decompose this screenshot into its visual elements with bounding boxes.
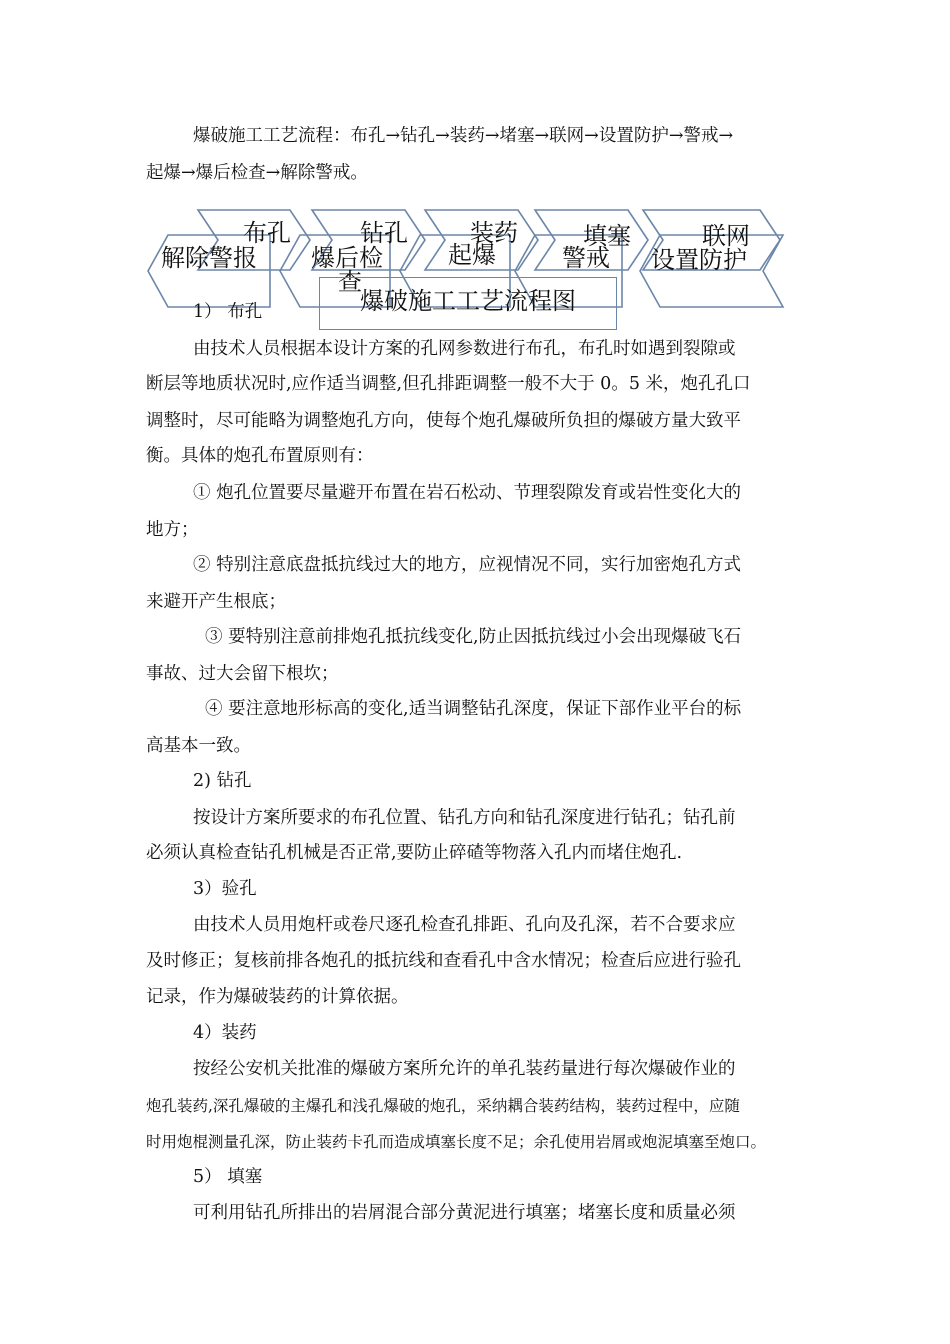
- s4-paragraph-line: 时用炮棍测量孔深，防止装药卡孔而造成填塞长度不足；余孔使用岩屑或炮泥填塞至炮口。: [146, 1133, 767, 1151]
- flow-label-zuankong: 钻孔: [360, 219, 408, 247]
- principle-item-3: ③ 要特别注意前排炮孔抵抗线变化,防止因抵抗线过小会出现爆破飞石: [205, 627, 742, 647]
- s3-paragraph-line: 及时修正；复核前排各炮孔的抵抗线和查看孔中含水情况；检查后应进行验孔: [146, 951, 741, 971]
- flowchart-caption: 爆破施工工艺流程图: [360, 287, 576, 315]
- section-5-heading: 5） 填塞: [193, 1167, 263, 1187]
- s3-paragraph-line: 由技术人员用炮杆或卷尺逐孔检查孔排距、孔向及孔深，若不合要求应: [193, 915, 736, 935]
- flow-label-bukong: 布孔: [243, 219, 291, 247]
- principle-item-3-cont: 事故、过大会留下根坎；: [146, 664, 339, 684]
- intro-line-2: 起爆→爆后检查→解除警戒。: [146, 163, 368, 183]
- s4-paragraph-line: 按经公安机关批准的爆破方案所允许的单孔装药量进行每次爆破作业的: [193, 1059, 736, 1079]
- s2-paragraph-line: 按设计方案所要求的布孔位置、钻孔方向和钻孔深度进行钻孔；钻孔前: [193, 808, 736, 828]
- s5-paragraph-line: 可利用钻孔所排出的岩屑混合部分黄泥进行填塞；堵塞长度和质量必须: [193, 1203, 736, 1223]
- s4-paragraph-line: 炮孔装药,深孔爆破的主爆孔和浅孔爆破的炮孔，采纳耦合装药结构，装药过程中，应随: [146, 1097, 740, 1115]
- flow-label-shezhi-fanghu: 设置防护: [651, 246, 747, 274]
- principle-item-1-cont: 地方；: [146, 520, 199, 540]
- flow-label-zhuangyao: 装药: [470, 219, 518, 247]
- section-2-heading: 2) 钻孔: [193, 771, 252, 791]
- section-4-heading: 4）装药: [193, 1023, 257, 1043]
- section-3-heading: 3）验孔: [193, 879, 257, 899]
- principle-item-2: ② 特别注意底盘抵抗线过大的地方，应视情况不同，实行加密炮孔方式: [193, 555, 742, 575]
- flow-label-baohou-jian: 爆后检: [311, 244, 383, 272]
- s2-paragraph-line: 必须认真检查钻孔机械是否正常,要防止碎碴等物落入孔内而堵住炮孔.: [146, 843, 683, 863]
- flowchart-caption-box: [319, 277, 617, 330]
- flow-label-overflow: 查: [338, 268, 362, 296]
- flow-label-qibao: 起爆: [448, 241, 496, 269]
- s3-paragraph-line: 记录，作为爆破装药的计算依据。: [146, 987, 409, 1007]
- intro-line-1: 爆破施工工艺流程：布孔→钻孔→装药→堵塞→联网→设置防护→警戒→: [193, 126, 734, 146]
- principle-item-1: ① 炮孔位置要尽量避开布置在岩石松动、节理裂隙发育或岩性变化大的: [193, 483, 742, 503]
- s1-paragraph-line: 调整时，尽可能略为调整炮孔方向，使每个炮孔爆破所负担的爆破方量大致平: [146, 411, 741, 431]
- flow-label-jingjie: 警戒: [562, 244, 610, 272]
- s1-paragraph-line: 衡。具体的炮孔布置原则有：: [146, 446, 374, 466]
- s1-paragraph-line: 由技术人员根据本设计方案的孔网参数进行布孔，布孔时如遇到裂隙或: [193, 339, 736, 359]
- principle-item-4-cont: 高基本一致。: [146, 736, 251, 756]
- flow-label-lianwang: 联网: [702, 222, 750, 250]
- s1-paragraph-line: 断层等地质状况时,应作适当调整,但孔排距调整一般不大于 0。5 米，炮孔孔口: [146, 374, 751, 394]
- flow-label-jiechu-jingbao: 解除警报: [161, 244, 257, 272]
- flow-label-tiansai: 填塞: [583, 222, 631, 250]
- section-1-heading: 1） 布孔: [193, 302, 263, 322]
- principle-item-2-cont: 来避开产生根底；: [146, 592, 286, 612]
- principle-item-4: ④ 要注意地形标高的变化,适当调整钻孔深度，保证下部作业平台的标: [205, 699, 742, 719]
